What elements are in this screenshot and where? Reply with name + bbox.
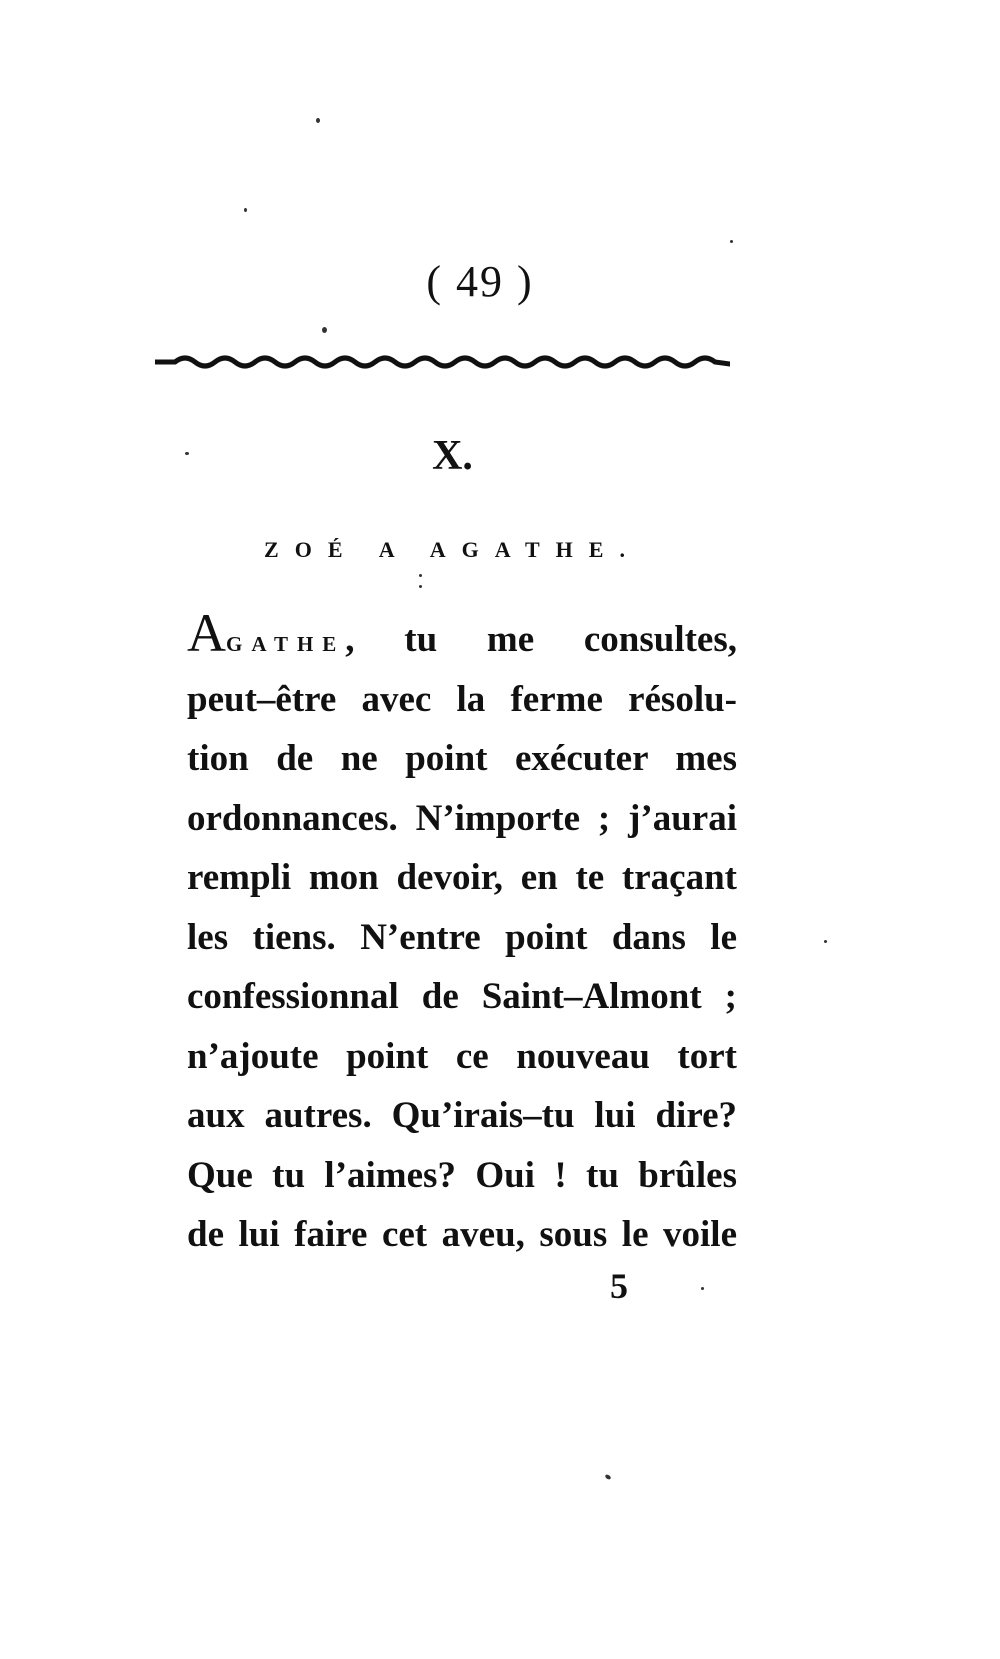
body-line: les tiens. N’entre point dans le [187, 916, 737, 958]
page-number: ( 49 ) [426, 257, 534, 306]
paper-speck [185, 452, 189, 455]
paper-speck [419, 574, 422, 577]
wavy-rule-line [155, 358, 730, 366]
paper-speck [730, 240, 733, 243]
paper-speck [604, 1474, 611, 1481]
body-line: ordonnances. N’importe ; j’aurai [187, 797, 737, 839]
signature-mark: 5 [610, 1266, 628, 1306]
body-line: rempli mon devoir, en te traçant [187, 857, 737, 898]
body-line: de lui faire cet aveu, sous le voile [187, 1214, 737, 1255]
first-line-rest: , tu me consultes, [345, 619, 737, 660]
paper-speck [419, 585, 422, 588]
wavy-rule-ornament [155, 350, 730, 380]
small-caps-name: GATHE [226, 632, 346, 656]
paper-speck [244, 208, 247, 212]
drop-cap: A [187, 603, 226, 663]
body-line-1 [187, 603, 737, 670]
paper-speck [316, 118, 320, 123]
chapter-number: X. [432, 433, 473, 479]
letter-heading: ZOÉ A AGATHE. [264, 537, 641, 562]
paper-speck [701, 1287, 704, 1290]
body-line: Que tu l’aimes? Oui ! tu brûles [187, 1154, 737, 1196]
paper-speck [824, 940, 827, 943]
letter-body [187, 603, 737, 1265]
body-line: aux autres. Qu’irais–tu lui dire? [187, 1095, 737, 1136]
body-line: tion de ne point exécuter mes [187, 738, 737, 779]
body-line: confessionnal de Saint–Almont ; [187, 976, 737, 1017]
body-line: peut–être avec la ferme résolu- [187, 678, 737, 720]
body-line: n’ajoute point ce nouveau tort [187, 1035, 737, 1077]
paper-speck [322, 327, 327, 333]
